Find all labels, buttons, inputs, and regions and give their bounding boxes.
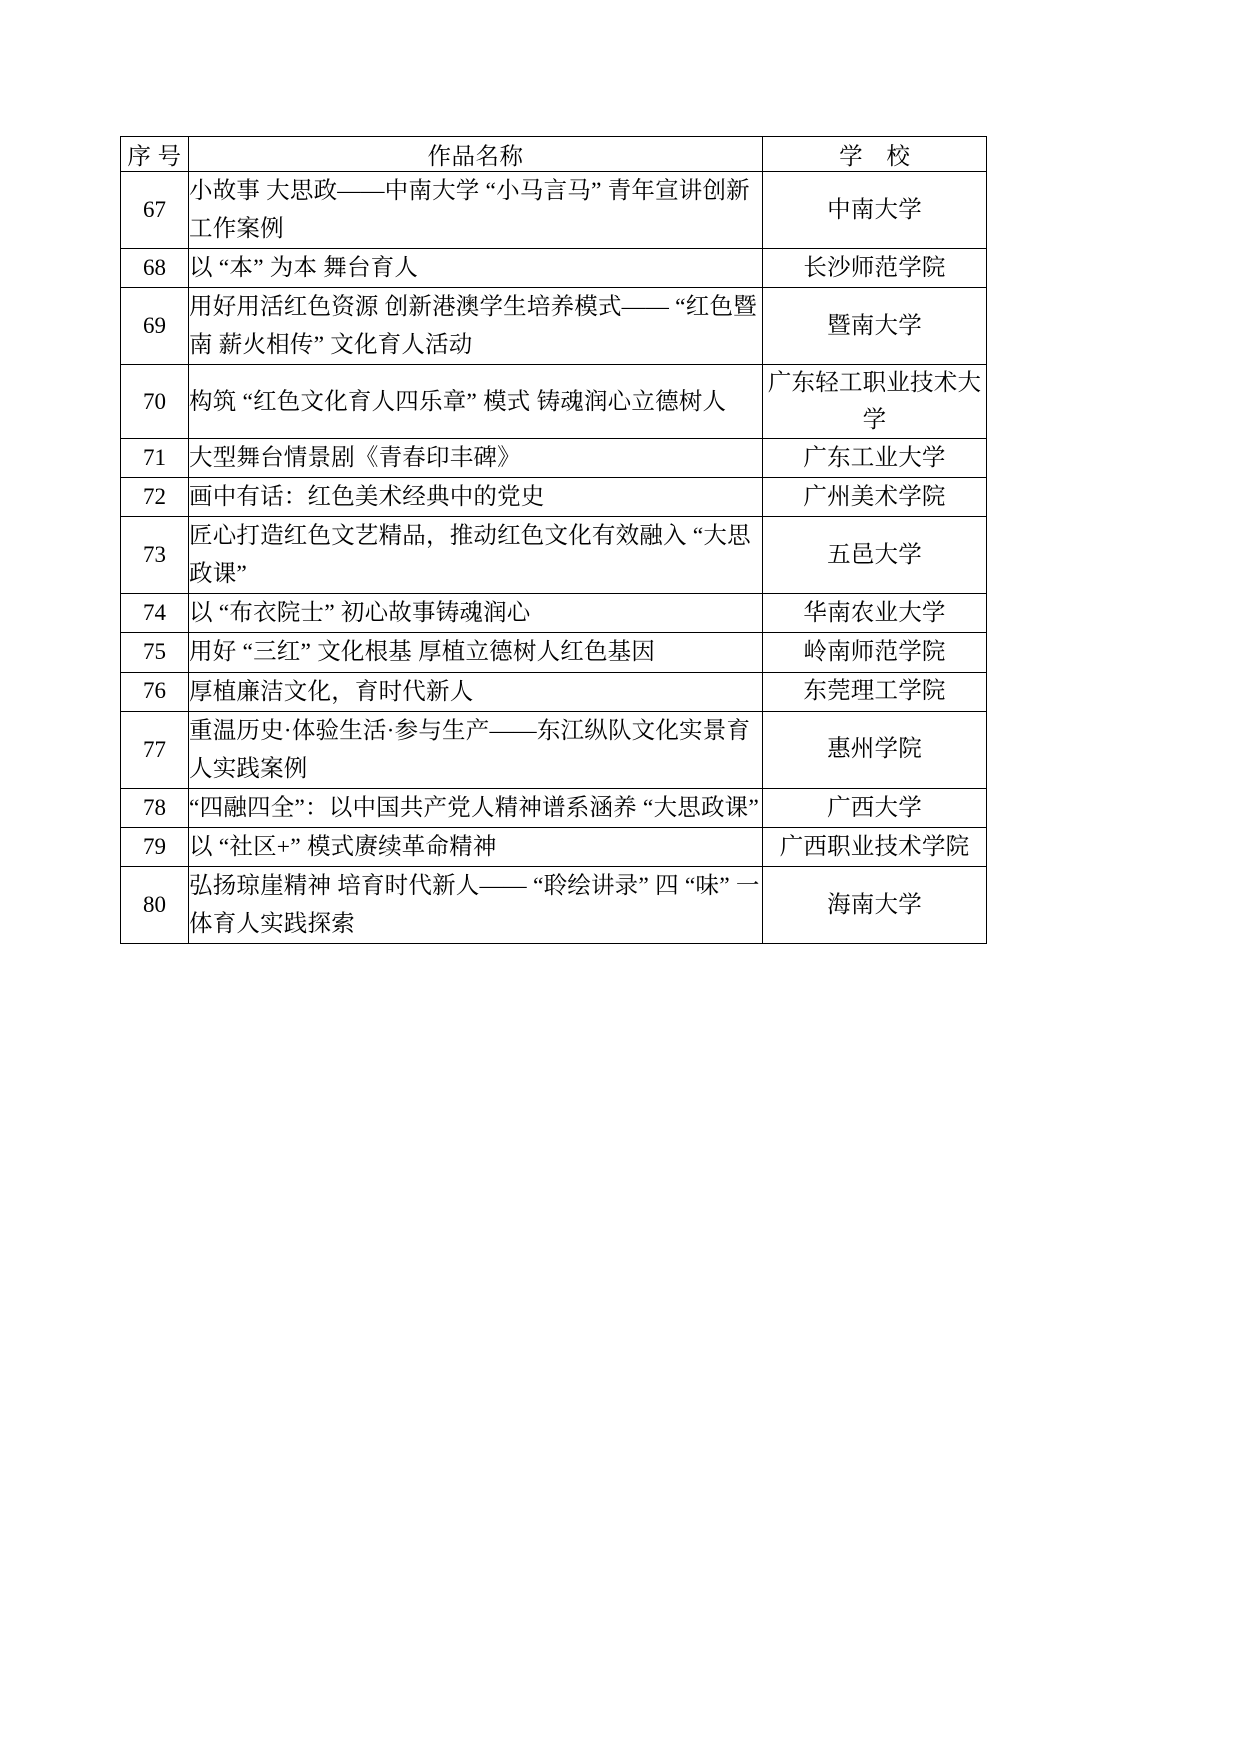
row-title: 以 “社区+” 模式赓续革命精神 <box>189 827 763 866</box>
row-index: 70 <box>121 365 189 439</box>
table-row <box>121 365 987 439</box>
row-school: 岭南师范学院 <box>763 633 987 672</box>
table-header-row <box>121 137 987 172</box>
row-school: 广东工业大学 <box>763 439 987 478</box>
row-school: 暨南大学 <box>763 288 987 365</box>
row-index: 78 <box>121 788 189 827</box>
row-title: 重温历史·体验生活·参与生产——东江纵队文化实景育人实践案例 <box>189 711 763 788</box>
table-row <box>121 827 987 866</box>
row-title: 大型舞台情景剧《青春印丰碑》 <box>189 439 763 478</box>
row-index: 71 <box>121 439 189 478</box>
row-index: 69 <box>121 288 189 365</box>
row-school: 长沙师范学院 <box>763 249 987 288</box>
row-index: 72 <box>121 478 189 517</box>
row-index: 74 <box>121 594 189 633</box>
table-row <box>121 172 987 249</box>
row-index: 79 <box>121 827 189 866</box>
row-title: 用好用活红色资源 创新港澳学生培养模式—— “红色暨南 薪火相传” 文化育人活动 <box>189 288 763 365</box>
table-row <box>121 517 987 594</box>
row-title: 匠心打造红色文艺精品，推动红色文化有效融入 “大思政课” <box>189 517 763 594</box>
row-school: 广西职业技术学院 <box>763 827 987 866</box>
row-title: 画中有话：红色美术经典中的党史 <box>189 478 763 517</box>
row-title: 用好 “三红” 文化根基 厚植立德树人红色基因 <box>189 633 763 672</box>
row-title: “四融四全”：以中国共产党人精神谱系涵养 “大思政课” <box>189 788 763 827</box>
column-header-school: 学 校 <box>763 137 987 172</box>
row-school: 广东轻工职业技术大学 <box>763 365 987 439</box>
row-school: 海南大学 <box>763 866 987 943</box>
table-row <box>121 672 987 711</box>
column-header-title: 作品名称 <box>189 137 763 172</box>
row-title: 构筑 “红色文化育人四乐章” 模式 铸魂润心立德树人 <box>189 365 763 439</box>
row-school: 广西大学 <box>763 788 987 827</box>
row-title: 小故事 大思政——中南大学 “小马言马” 青年宣讲创新工作案例 <box>189 172 763 249</box>
row-school: 广州美术学院 <box>763 478 987 517</box>
row-title: 弘扬琼崖精神 培育时代新人—— “聆绘讲录” 四 “味” 一体育人实践探索 <box>189 866 763 943</box>
row-school: 中南大学 <box>763 172 987 249</box>
row-index: 76 <box>121 672 189 711</box>
award-list-table-container <box>120 136 986 944</box>
row-index: 73 <box>121 517 189 594</box>
award-list-table <box>120 136 987 944</box>
row-index: 67 <box>121 172 189 249</box>
row-school: 东莞理工学院 <box>763 672 987 711</box>
table-row <box>121 594 987 633</box>
table-row <box>121 788 987 827</box>
table-row <box>121 711 987 788</box>
row-school: 华南农业大学 <box>763 594 987 633</box>
row-title: 以 “布衣院士” 初心故事铸魂润心 <box>189 594 763 633</box>
row-title: 厚植廉洁文化，育时代新人 <box>189 672 763 711</box>
column-header-index: 序 号 <box>121 137 189 172</box>
row-school: 惠州学院 <box>763 711 987 788</box>
table-row <box>121 439 987 478</box>
table-row <box>121 633 987 672</box>
row-school: 五邑大学 <box>763 517 987 594</box>
table-row <box>121 288 987 365</box>
row-index: 77 <box>121 711 189 788</box>
table-row <box>121 249 987 288</box>
row-index: 75 <box>121 633 189 672</box>
row-title: 以 “本” 为本 舞台育人 <box>189 249 763 288</box>
row-index: 68 <box>121 249 189 288</box>
row-index: 80 <box>121 866 189 943</box>
table-row <box>121 478 987 517</box>
table-row <box>121 866 987 943</box>
